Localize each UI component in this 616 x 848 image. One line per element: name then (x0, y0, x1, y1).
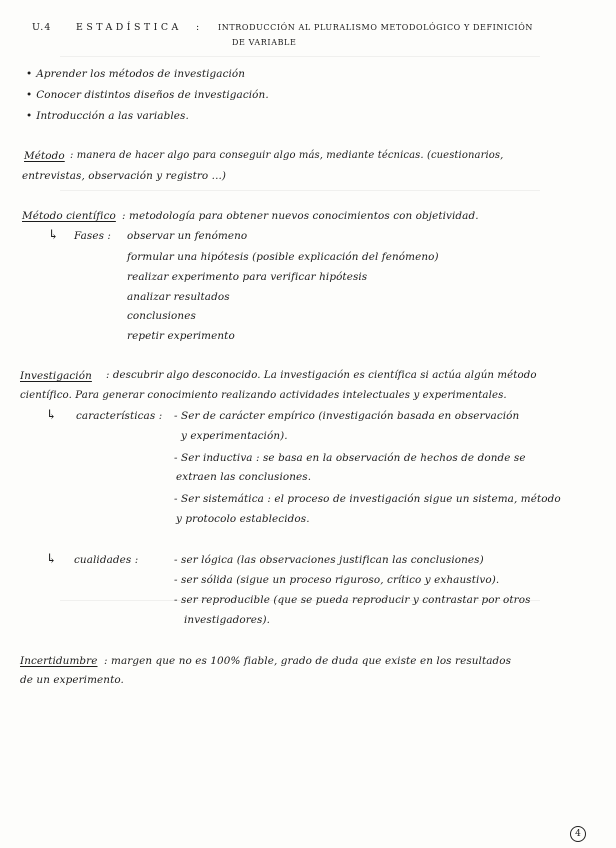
characteristic-line: y experimentación). (181, 430, 288, 442)
phase-item: analizar resultados (127, 291, 230, 303)
objective-item: • Introducción a las variables. (26, 110, 189, 122)
arrow-icon: ↳ (46, 552, 57, 567)
incertidumbre-definition-line1: : margen que no es 100% fiable, grado de duda que existe en los resultados (104, 655, 512, 667)
phase-item: realizar experimento para verificar hipótesis (127, 271, 368, 283)
arrow-icon: ↳ (46, 408, 57, 423)
quality-line: investigadores). (184, 614, 271, 626)
characteristic-line: - Ser inductiva : se basa en la observación de hechos de donde se (174, 452, 526, 464)
unit-label: U.4 (32, 22, 52, 33)
investigacion-term: Investigación (20, 370, 92, 382)
phase-item: observar un fenómeno (127, 230, 248, 242)
investigacion-definition-line1: : descubrir algo desconocido. La investigación es científica si actúa algún método (106, 370, 537, 381)
phase-item: formular una hipótesis (posible explicación del fenómeno) (127, 251, 439, 263)
subject-label: ESTADÍSTICA (76, 22, 182, 33)
quality-line: - ser lógica (las observaciones justifican las conclusiones) (174, 554, 484, 566)
header-title-line2: DE VARIABLE (232, 38, 297, 47)
metodo-definition-line2: entrevistas, observación y registro ...) (22, 170, 227, 182)
incertidumbre-definition-line2: de un experimento. (20, 674, 124, 686)
header-colon: : (196, 22, 201, 33)
characteristic-line: y protocolo establecidos. (176, 513, 310, 525)
quality-line: - ser sólida (sigue un proceso riguroso, crítico y exhaustivo). (174, 574, 500, 586)
characteristic-line: extraen las conclusiones. (176, 471, 312, 483)
objective-item: • Aprender los métodos de investigación (26, 68, 245, 80)
investigacion-definition-line2: científico. Para generar conocimiento realizando actividades intelectuales y experimentales. (20, 390, 507, 401)
header-title-line1: INTRODUCCIÓN AL PLURALISMO METODOLÓGICO Y DEFINICIÓN (218, 23, 533, 32)
bleed-through-line (60, 190, 540, 191)
incertidumbre-term: Incertidumbre (20, 655, 98, 667)
arrow-icon: ↳ (48, 228, 59, 243)
metodo-cientifico-term: Método científico (22, 210, 116, 222)
phase-item: repetir experimento (127, 330, 235, 342)
characteristic-line: - Ser de carácter empírico (investigación basada en observación (174, 410, 520, 422)
characteristic-line: - Ser sistemática : el proceso de investigación sigue un sistema, método (174, 493, 561, 505)
bleed-through-line (60, 56, 540, 57)
phase-item: conclusiones (127, 310, 196, 322)
objective-item: • Conocer distintos diseños de investigación. (26, 89, 269, 101)
phases-label: Fases : (74, 230, 112, 242)
page-number: 4 (570, 826, 586, 842)
metodo-definition-line1: : manera de hacer algo para conseguir algo más, mediante técnicas. (cuestionarios, (70, 150, 504, 161)
metodo-cientifico-definition: : metodología para obtener nuevos conocimientos con objetividad. (122, 210, 479, 222)
characteristics-label: características : (76, 410, 163, 422)
quality-line: - ser reproducible (que se pueda reproducir y contrastar por otros (174, 594, 531, 606)
qualities-label: cualidades : (74, 554, 139, 566)
metodo-term: Método (24, 150, 65, 162)
